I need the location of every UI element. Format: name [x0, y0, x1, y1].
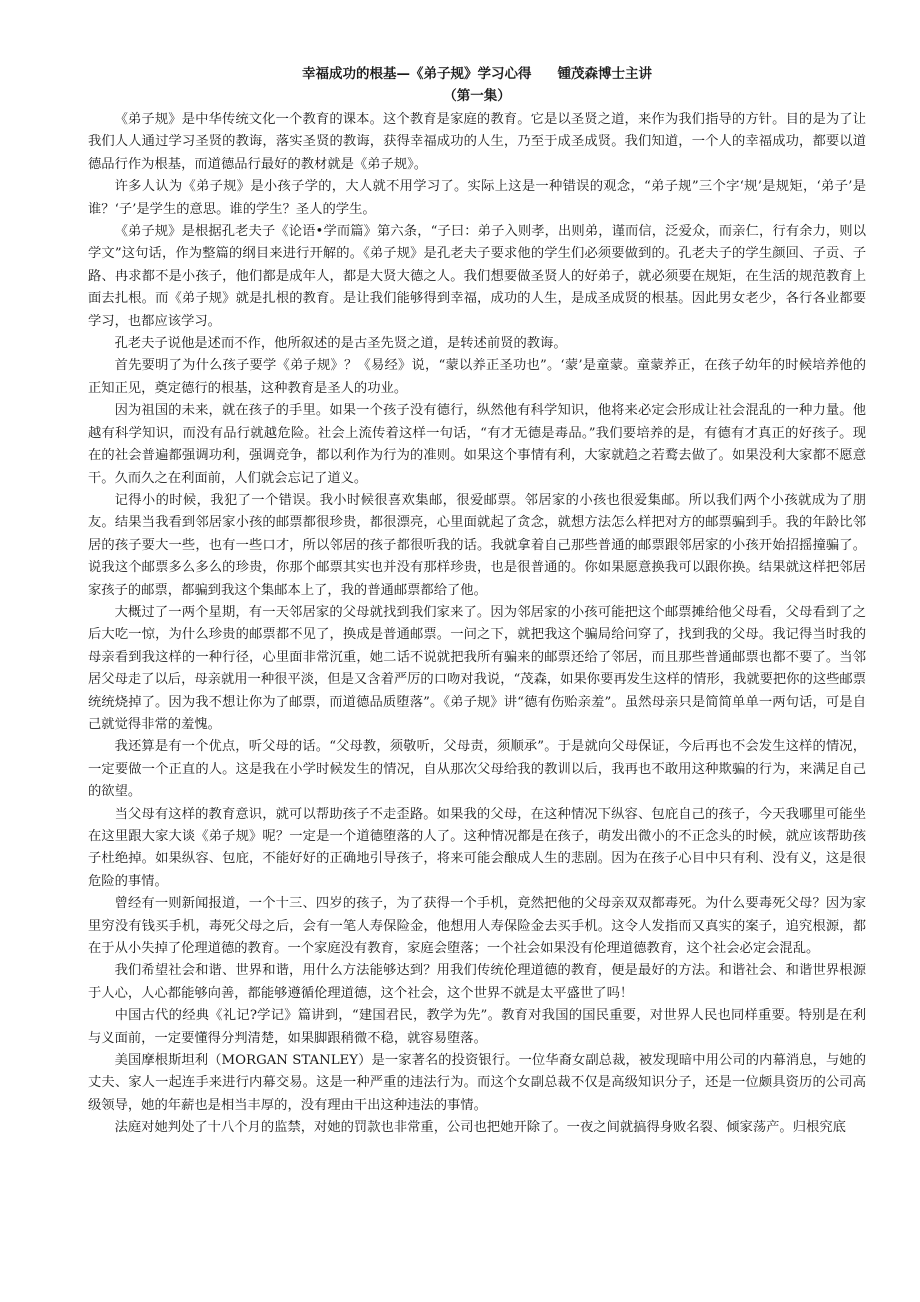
paragraph-2: 许多人认为《弟子规》是小孩子学的，大人就不用学习了。实际上这是一种错误的观念，“弟子规”三个字‘规’是规矩，‘弟子’是谁？‘子’是学生的意思。谁的学生？圣人的学生。: [88, 179, 866, 217]
paragraph-1: 《弟子规》是中华传统文化一个教育的课本。这个教育是家庭的教育。它是以圣贤之道，来作为我们指导的方针。目的是为了让我们人人通过学习圣贤的教诲，落实圣贤的教诲，获得幸福成功的人生，乃至于成圣成贤。我们知道，一个人的幸福成功，都要以道德品行作为根基，而道德品行最好的教材就是《弟子规》。: [88, 112, 866, 172]
paragraph-13: 中国古代的经典《礼记?学记》篇讲到，“建国君民，教学为先”。教育对我国的国民重要，对世界人民也同样重要。特别是在利与义面前，一定要懂得分判清楚，如果脚跟稍微不稳，就容易堕落。: [88, 1008, 866, 1046]
speaker-text: 锺茂森博士主讲: [557, 66, 652, 82]
paragraph-8: 大概过了一两个星期，有一天邻居家的父母就找到我们家来了。因为邻居家的小孩可能把这个邮票摊给他父母看，父母看到了之后大吃一惊，为什么珍贵的邮票都不见了，换成是普通邮票。一问之下，就把我这个骗局给问穿了，找到我的父母。我记得当时我的母亲看到我这样的一种行径，心里面非常沉重，她二话不说就把我所有骗来的邮票还给了邻居，而且那些普通邮票也都不要了。当邻居父母走了以后，母亲就用一种很平淡，但是又含着严厉的口吻对我说，“茂森，如果你要再发生这样的情形，我就要把你的这些邮票统统烧掉了。因为我不想让你为了邮票，而道德品质堕落”。《弟子规》讲“德有伤贻亲羞”。虽然母亲只是简简单单一两句话，可是自己就觉得非常的羞愧。: [88, 604, 867, 732]
paragraph-6: 因为祖国的未来，就在孩子的手里。如果一个孩子没有德行，纵然他有科学知识，他将来必定会形成让社会混乱的一种力量。他越有科学知识，而没有品行就越危险。社会上流传着这样一句话，“有才无德是毒品。”我们要培养的是，有德有才真正的好孩子。现在的社会普遍都强调功利，强调竞争，都以利作为行为的准则。如果这个事情有利，大家就趋之若鹜去做了。如果没利大家都不愿意干。久而久之在利面前，人们就会忘记了道义。: [88, 403, 866, 486]
title-text: 幸福成功的根基—《弟子规》学习心得: [302, 66, 532, 82]
paragraph-10: 当父母有这样的教育意识，就可以帮助孩子不走歪路。如果我的父母，在这种情况下纵容、包庇自己的孩子，今天我哪里可能坐在这里跟大家大谈《弟子规》呢？一定是一个道德堕落的人了。这种情况都是在孩子，萌发出微小的不正念头的时候，就应该帮助孩子杜绝掉。如果纵容、包庇，不能好好的正确地引导孩子，将来可能会酿成人生的悲剧。因为在孩子心目中只有利、没有义，这是很危险的事情。: [88, 806, 866, 889]
episode-label: （第一集）: [443, 88, 511, 104]
document-title: [88, 64, 866, 85]
paragraph-11: 曾经有一则新闻报道，一个十三、四岁的孩子，为了获得一个手机，竟然把他的父母亲双双都毒死。为什么要毒死父母？因为家里穷没有钱买手机，毒死父母之后，会有一笔人寿保险金，他想用人寿保险金去买手机。这令人发指而又真实的案子，追究根源，都在于从小失掉了伦理道德的教育。一个家庭没有教育，家庭会堕落；一个社会如果没有伦理道德教育，这个社会必定会混乱。: [88, 896, 866, 957]
paragraph-4: 孔老夫子说他是述而不作，他所叙述的是古圣先贤之道，是转述前贤的教诲。: [114, 336, 567, 352]
paragraph-15: 法庭对她判处了十八个月的监禁，对她的罚款也非常重，公司也把她开除了。一夜之间就搞得身败名裂、倾家荡产。归根究底: [114, 1120, 846, 1136]
paragraph-7: 记得小的时候，我犯了一个错误。我小时候很喜欢集邮，很爱邮票。邻居家的小孩也很爱集邮。所以我们两个小孩就成为了朋友。结果当我看到邻居家小孩的邮票都很珍贵，都很漂亮，心里面就起了贪念，就想方法怎么样把对方的邮票骗到手。我的年龄比邻居的孩子要大一些，也有一些口才，所以邻居的孩子都很听我的话。我就拿着自己那些普通的邮票跟邻居家的小孩开始招摇撞骗了。说我这个邮票多么多么的珍贵，你那个邮票其实也并没有那样珍贵，也是很普通的。你如果愿意换我可以跟你换。结果就这样把邻居家孩子的邮票，都骗到我这个集邮本上了，我的普通邮票都给了他。: [88, 492, 866, 598]
paragraph-14: 美国摩根斯坦利（MORGAN STANLEY）是一家著名的投资银行。一位华裔女副总裁，被发现暗中用公司的内幕消息，与她的丈夫、家人一起连手来进行内幕交易。这是一种严重的违法行为。而这个女副总裁不仅是高级知识分子，还是一位颇具资历的公司高级领导，她的年薪也是相当丰厚的，没有理由干出这种违法的事情。: [88, 1053, 866, 1113]
paragraph-3: 《弟子规》是根据孔老夫子《论语•学而篇》第六条，“子曰：弟子入则孝，出则弟，谨而信，泛爱众，而亲仁，行有余力，则以学文”这句话，作为整篇的纲目来进行开解的。《弟子规》是孔老夫子要求他的学生们必须要做到的。孔老夫子的学生颜回、子贡、子路、冉求都不是小孩子，他们都是成年人，都是大贤大德之人。我们想要做圣贤人的好弟子，就必须要在规矩，在生活的规范教育上面去扎根。而《弟子规》就是扎根的教育。是让我们能够得到幸福，成功的人生，是成圣成贤的根基。因此男女老少，各行各业都要学习，也都应该学习。: [88, 224, 866, 329]
document-page: [88, 64, 866, 1140]
paragraph-12: 我们希望社会和谐、世界和谐，用什么方法能够达到？用我们传统伦理道德的教育，便是最好的方法。和谐社会、和谐世界根源于人心，人心都能够向善，都能够遵循伦理道德，这个社会，这个世界不就是太平盛世了吗！: [88, 963, 866, 1001]
paragraph-9: 我还算是有一个优点，听父母的话。“父母教，须敬听，父母责，须顺承”。于是就向父母保证，今后再也不会发生这样的情况，一定要做一个正直的人。这是我在小学时候发生的情况，自从那次父母给我的教训以后，我再也不敢用这种欺骗的行为，来满足自己的欲望。: [88, 739, 866, 800]
paragraph-5: 首先要明了为什么孩子要学《弟子规》？《易经》说，“蒙以养正圣功也”。‘蒙’是童蒙。童蒙养正，在孩子幼年的时候培养他的正知正见，奠定德行的根基，这种教育是圣人的功业。: [88, 358, 866, 396]
